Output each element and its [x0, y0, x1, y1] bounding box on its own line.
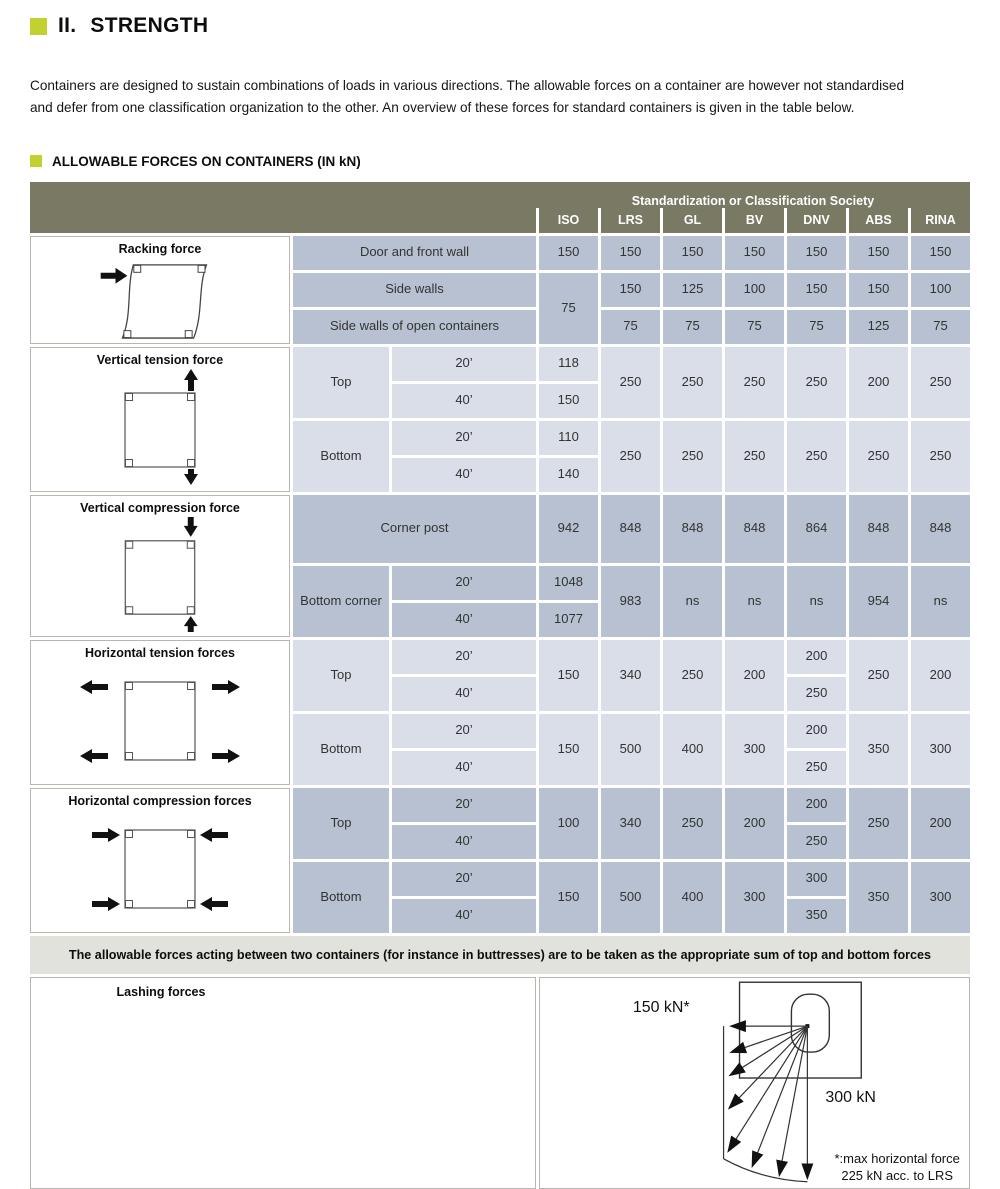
table-cell: 848	[911, 495, 970, 563]
column-header-abs: ABS	[846, 208, 908, 233]
group-label: Bottom	[293, 421, 389, 492]
table-note: The allowable forces acting between two containers (for instance in buttresses) are to be taken as the appropriate sum of top and bottom forces	[30, 936, 970, 974]
section-heading-text: ALLOWABLE FORCES ON CONTAINERS (IN kN)	[52, 153, 361, 169]
table-cell: ns	[663, 566, 722, 637]
column-header-iso: ISO	[536, 208, 598, 233]
intro-line: and defer from one classification organization to the other. An overview of these forces for standard containers is given in the table below.	[30, 99, 855, 115]
table-cell: 350	[787, 899, 846, 933]
diagram-cell-horizontal-tension	[30, 640, 290, 785]
force-title: Vertical tension force	[96, 352, 224, 367]
table-cell: 100	[725, 273, 784, 307]
table-cell: 250	[849, 640, 908, 711]
force-title: Horizontal tension forces	[84, 645, 236, 660]
table-cell: 118	[539, 347, 598, 381]
arrow-left-icon	[80, 680, 108, 694]
table-cell: 200	[849, 347, 908, 418]
table-header	[30, 182, 970, 233]
table-cell: 250	[911, 421, 970, 492]
table-cell: 100	[911, 273, 970, 307]
table-cell: 250	[787, 347, 846, 418]
group-label: Top	[293, 347, 389, 418]
arrow-left-icon	[80, 749, 108, 763]
size-label: 20’	[392, 714, 536, 748]
group-label: Bottom	[293, 714, 389, 785]
row-label: Corner post	[293, 495, 536, 563]
arrow-left-icon	[200, 828, 228, 842]
column-header-dnv: DNV	[784, 208, 846, 233]
table-cell: 250	[601, 421, 660, 492]
table-cell: 250	[787, 825, 846, 859]
arrow-right-icon	[212, 749, 240, 763]
table-cell: 75	[911, 310, 970, 344]
size-label: 20’	[392, 421, 536, 455]
diagram-cell-racking	[30, 236, 290, 344]
section-bullet-icon	[30, 155, 42, 167]
table-cell: 200	[787, 714, 846, 748]
column-header-rina: RINA	[908, 208, 970, 233]
table-cell: 250	[663, 347, 722, 418]
table-cell: 125	[849, 310, 908, 344]
horizontal-tension-diagram	[50, 660, 270, 782]
table-cell: 250	[911, 347, 970, 418]
force-title: Racking force	[118, 241, 202, 256]
table-cell: 848	[725, 495, 784, 563]
table-cell: 150	[725, 236, 784, 270]
table-cell: 250	[663, 421, 722, 492]
table-cell: 200	[787, 788, 846, 822]
column-header-lrs: LRS	[598, 208, 660, 233]
table-cell: 200	[725, 788, 784, 859]
diagram-cell-vertical-compression	[30, 495, 290, 637]
society-header-label: Standardization or Classification Society	[631, 193, 875, 208]
group-label: Bottom corner	[293, 566, 389, 637]
force-title: Lashing forces	[116, 984, 206, 999]
table-cell: 1048	[539, 566, 598, 600]
table-cell: 150	[787, 273, 846, 307]
arrow-right-icon	[92, 828, 120, 842]
size-label: 40’	[392, 825, 536, 859]
table-cell: 1077	[539, 603, 598, 637]
table-cell: ns	[787, 566, 846, 637]
table-cell: 150	[539, 236, 598, 270]
table-cell: 250	[663, 640, 722, 711]
table-cell: 350	[849, 714, 908, 785]
arrow-down-icon	[184, 469, 198, 485]
table-cell: 150	[849, 273, 908, 307]
table-cell: 340	[601, 788, 660, 859]
forces-table	[30, 182, 970, 1189]
table-cell: 300	[911, 862, 970, 933]
table-cell: 150	[601, 273, 660, 307]
table-cell: 125	[663, 273, 722, 307]
table-cell: 150	[663, 236, 722, 270]
table-cell: 340	[601, 640, 660, 711]
arrow-right-icon	[212, 680, 240, 694]
size-label: 20’	[392, 566, 536, 600]
table-cell: 300	[725, 714, 784, 785]
size-label: 20’	[392, 640, 536, 674]
table-cell: 954	[849, 566, 908, 637]
lashing-forces-diagram	[540, 978, 969, 1188]
table-body	[30, 236, 970, 1189]
size-label: 20’	[392, 788, 536, 822]
row-label: Side walls of open containers	[293, 310, 536, 344]
table-cell: 200	[787, 640, 846, 674]
lashing-150kn-label: 150 kN*	[632, 998, 690, 1016]
size-label: 40’	[392, 751, 536, 785]
table-cell: 200	[911, 640, 970, 711]
lashing-300kn-label: 300 kN	[825, 1088, 876, 1106]
table-cell: 75	[601, 310, 660, 344]
lashing-label-cell	[30, 977, 536, 1189]
table-cell: 200	[725, 640, 784, 711]
table-cell: 75	[663, 310, 722, 344]
table-cell: 150	[539, 384, 598, 418]
table-cell: 150	[787, 236, 846, 270]
row-label: Door and front wall	[293, 236, 536, 270]
table-cell: 150	[539, 640, 598, 711]
title-number: II.	[58, 14, 77, 37]
intro-paragraph	[30, 75, 970, 119]
table-cell: 300	[725, 862, 784, 933]
size-label: 20’	[392, 347, 536, 381]
header-spacer	[30, 208, 536, 233]
size-label: 40’	[392, 458, 536, 492]
table-cell: 150	[911, 236, 970, 270]
table-cell: 150	[539, 714, 598, 785]
table-cell: 500	[601, 862, 660, 933]
table-cell: ns	[725, 566, 784, 637]
arrow-up-icon	[184, 369, 198, 391]
racking-force-diagram	[75, 256, 245, 343]
table-cell: 500	[601, 714, 660, 785]
arrow-right-icon	[101, 267, 128, 283]
vertical-tension-diagram	[75, 367, 245, 489]
table-cell: 400	[663, 862, 722, 933]
table-cell: 150	[849, 236, 908, 270]
diagram-cell-vertical-tension	[30, 347, 290, 492]
table-cell: 300	[911, 714, 970, 785]
table-cell: 150	[539, 862, 598, 933]
table-cell: 250	[849, 421, 908, 492]
table-cell: 300	[787, 862, 846, 896]
table-cell: 400	[663, 714, 722, 785]
size-label: 20’	[392, 862, 536, 896]
horizontal-compression-diagram	[50, 808, 270, 930]
table-cell: 848	[601, 495, 660, 563]
column-header-bv: BV	[722, 208, 784, 233]
size-label: 40’	[392, 899, 536, 933]
table-cell: 250	[663, 788, 722, 859]
title-word: STRENGTH	[90, 14, 209, 37]
diagram-cell-horizontal-compression	[30, 788, 290, 933]
column-header-gl: GL	[660, 208, 722, 233]
table-cell: 75	[725, 310, 784, 344]
row-label: Side walls	[293, 273, 536, 307]
table-cell: 848	[849, 495, 908, 563]
table-cell: 250	[601, 347, 660, 418]
page-title	[30, 14, 970, 38]
table-cell: 150	[601, 236, 660, 270]
table-cell: 75	[787, 310, 846, 344]
force-title: Vertical compression force	[80, 500, 240, 515]
table-cell: 140	[539, 458, 598, 492]
vertical-compression-diagram	[75, 515, 245, 636]
table-cell: 200	[911, 788, 970, 859]
table-cell: 983	[601, 566, 660, 637]
size-label: 40’	[392, 677, 536, 711]
table-cell: 250	[787, 677, 846, 711]
table-cell: 110	[539, 421, 598, 455]
force-title: Horizontal compression forces	[68, 793, 252, 808]
arrow-right-icon	[92, 897, 120, 911]
table-cell: ns	[911, 566, 970, 637]
table-cell: 250	[787, 421, 846, 492]
table-cell: 864	[787, 495, 846, 563]
lashing-footnote-line: 225 kN acc. to LRS	[841, 1167, 953, 1183]
group-label: Bottom	[293, 862, 389, 933]
arrow-left-icon	[200, 897, 228, 911]
table-cell: 350	[849, 862, 908, 933]
size-label: 40’	[392, 384, 536, 418]
table-cell: 250	[725, 421, 784, 492]
arrow-up-icon	[184, 616, 198, 632]
group-label: Top	[293, 640, 389, 711]
section-bullet-icon	[30, 18, 47, 35]
table-cell: 250	[849, 788, 908, 859]
section-heading	[30, 154, 970, 169]
table-cell: 250	[787, 751, 846, 785]
table-cell: 942	[539, 495, 598, 563]
group-label: Top	[293, 788, 389, 859]
lashing-diagram-cell	[539, 977, 970, 1189]
size-label: 40’	[392, 603, 536, 637]
table-cell: 75	[539, 273, 598, 344]
intro-line: Containers are designed to sustain combinations of loads in various directions. The allowable forces on a container are however not standardised	[30, 78, 905, 93]
lashing-footnote-line: *:max horizontal force	[834, 1150, 960, 1166]
table-cell: 100	[539, 788, 598, 859]
table-cell: 848	[663, 495, 722, 563]
table-cell: 250	[725, 347, 784, 418]
arrow-down-icon	[184, 516, 198, 536]
